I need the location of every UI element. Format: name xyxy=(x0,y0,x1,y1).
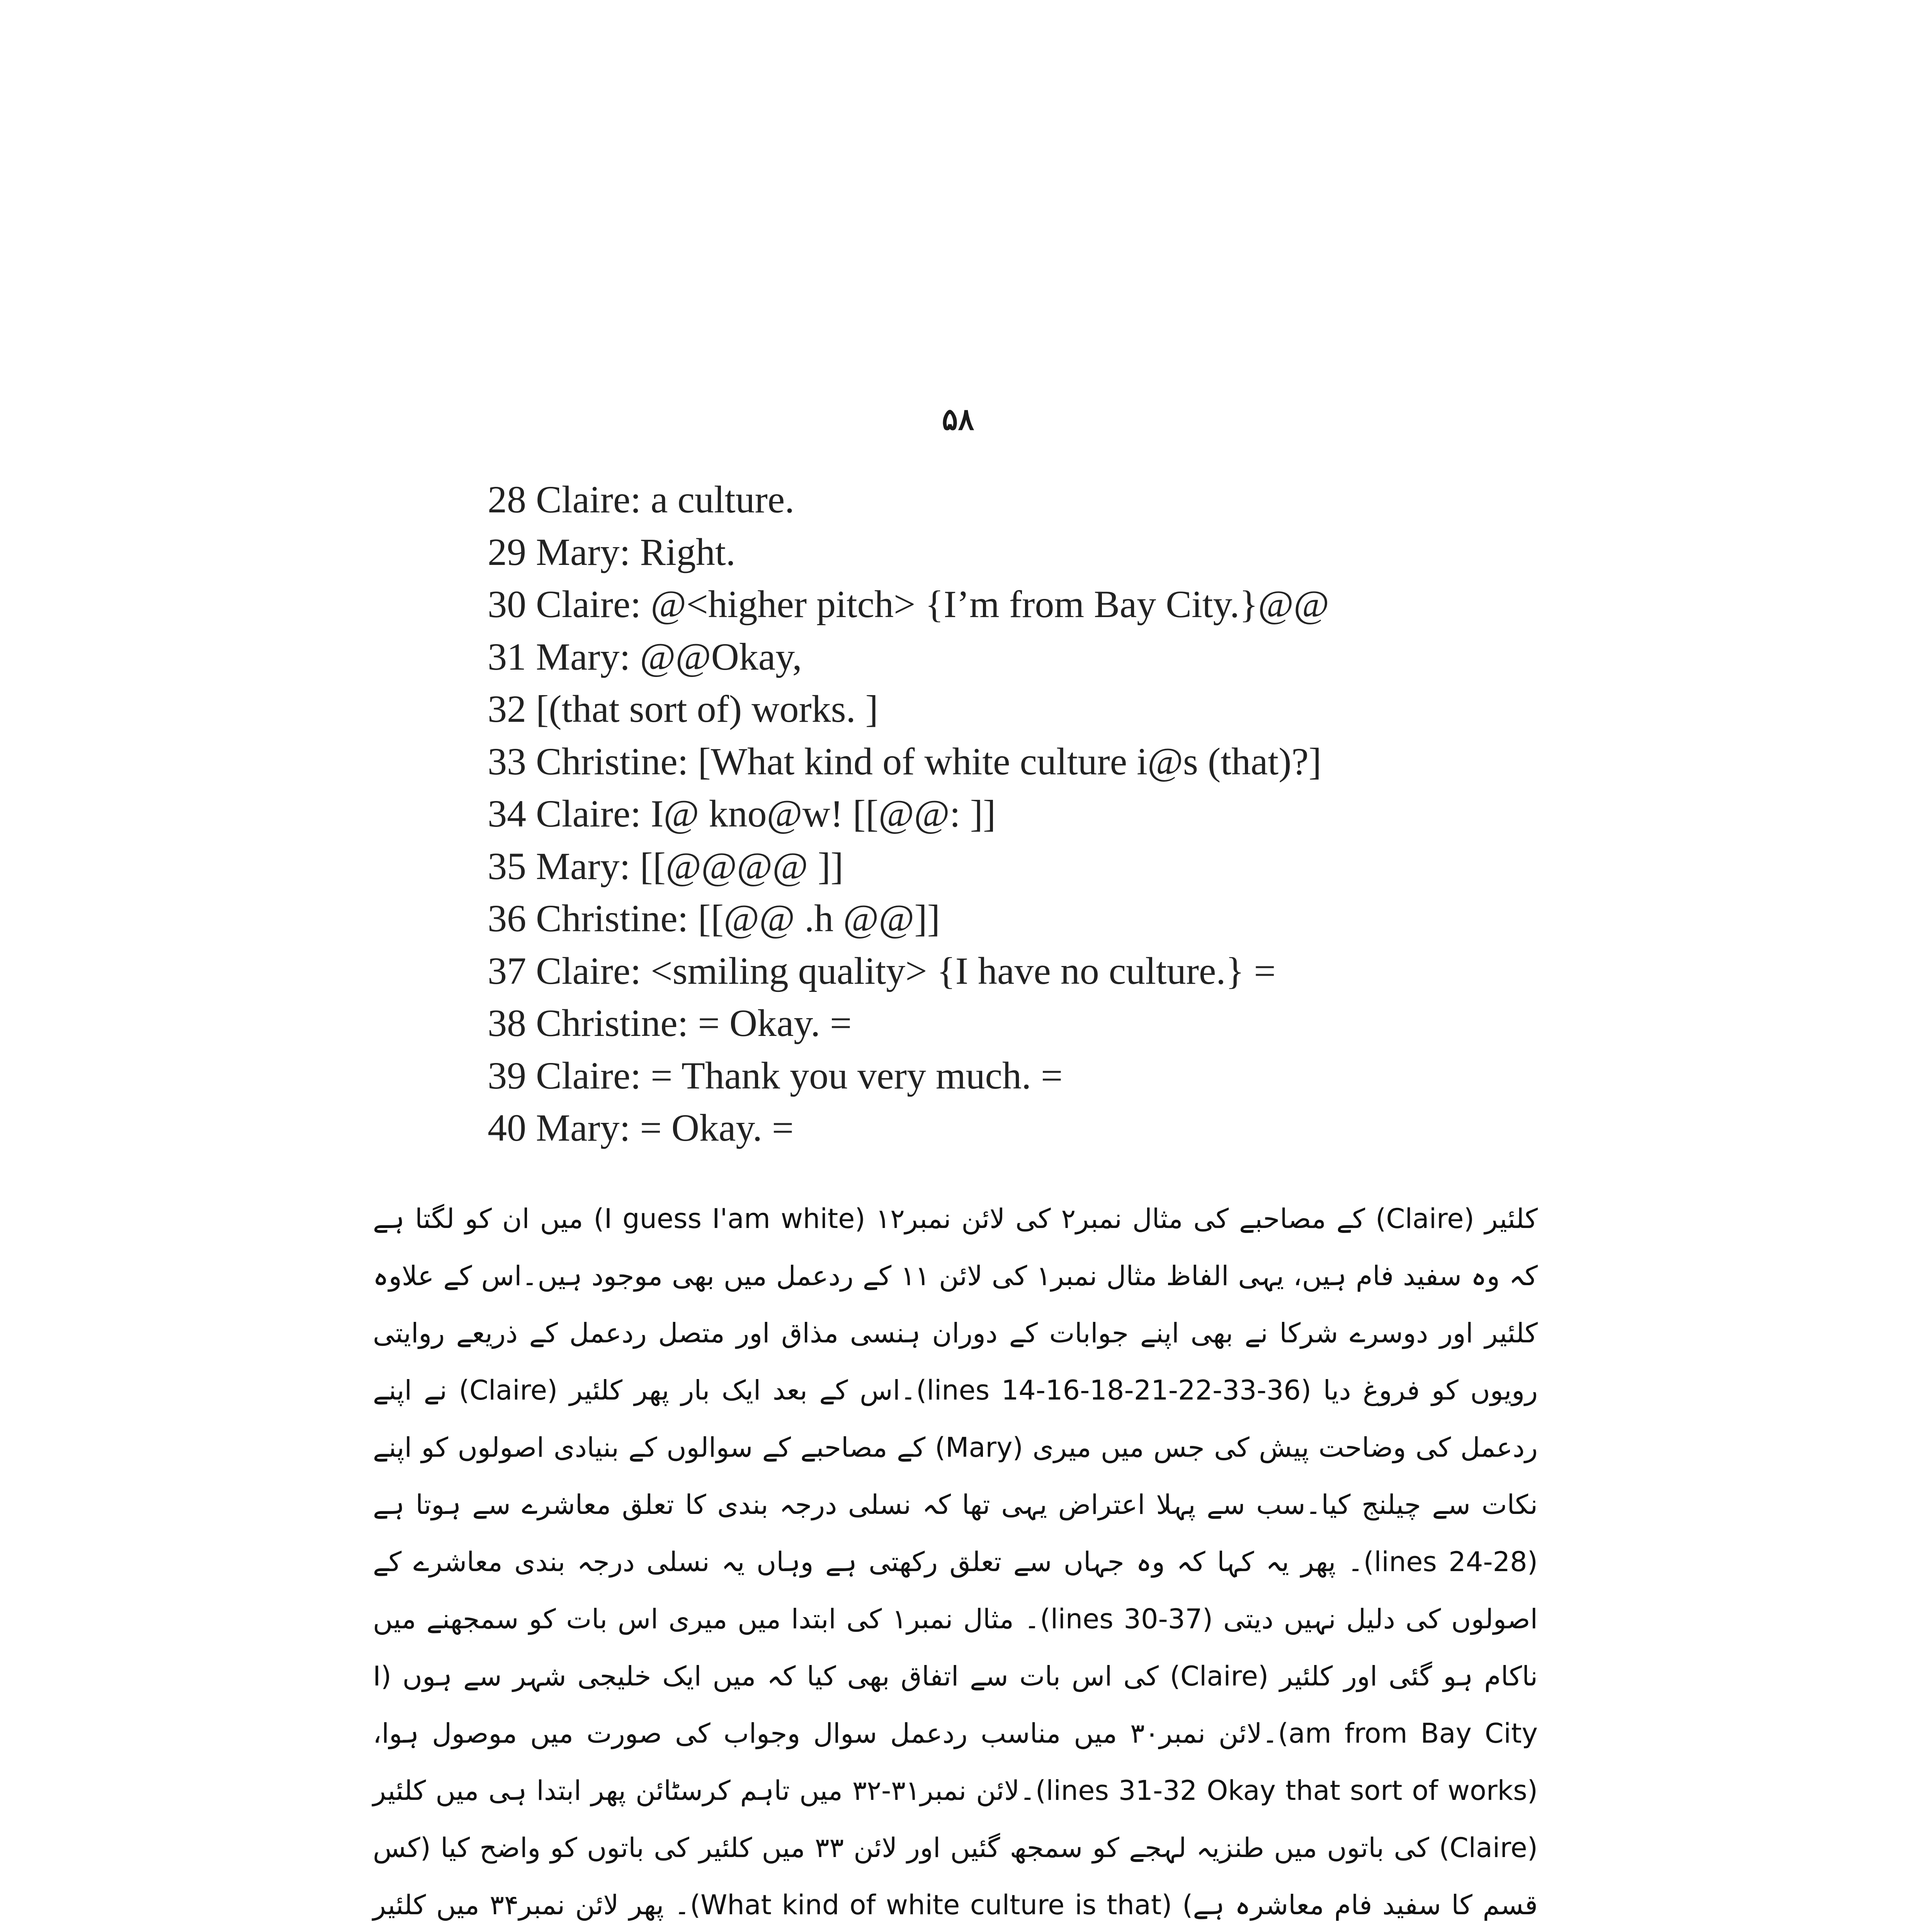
transcript-line: 40 Mary: = Okay. = xyxy=(488,1106,794,1149)
body-paragraph-analysis: کلئیر (Claire) کے مصاحبے کی مثال نمبر۲ کی لائن نمبر۱۲ (I guess I'am white) میں ان کو لگتا ہے کہ وہ سفید فام ہیں، یہی الفاظ مثال نمبر۱ کی لائن ۱۱ کے ردعمل میں بھی موجود ہیں۔اس کے علاوہ کلئیر اور دوسرے شرکا نے بھی اپنے جوابات کے دوران ہنسی مذاق اور متصل ردعمل کے ذریعے روایتی رویوں کو فروغ دیا (lines 14-16-18-21-22-33-36)۔اس کے بعد ایک بار پھر کلئیر (Claire) نے اپنے ردعمل کی وضاحت پیش کی جس میں میری (Mary) کے مصاحبے کے سوالوں کے بنیادی اصولوں کو اپنے نکات سے چیلنج کیا۔سب سے پہلا اعتراض یہی تھا کہ نسلی درجہ بندی کا تعلق معاشرے سے ہوتا ہے (lines 24-28)۔ پھر یہ کہا کہ وہ جہاں سے تعلق رکھتی ہے وہاں یہ نسلی درجہ بندی معاشرے کے اصولوں کی دلیل نہیں دیتی (lines 30-37)۔ مثال نمبر۱ کی ابتدا میں میری اس بات کو سمجھنے میں ناکام ہو گئی اور کلئیر (Claire) کی اس بات سے اتفاق بھی کیا کہ میں ایک خلیجی شہر سے ہوں (I am from Bay City)۔لائن نمبر۳۰ میں مناسب ردعمل سوال وجواب کی صورت میں موصول ہوا، (lines 31-32 Okay that sort of works)۔لائن نمبر۳۱-۳۲ میں تاہم کرسٹائن پھر ابتدا ہی میں کلئیر (Claire) کی باتوں میں طنزیہ لہجے کو سمجھ گئیں اور لائن ۳۳ میں کلئیر کی باتوں کو واضح کیا (کس قسم کا سفید فام معاشرہ ہے) (What kind of white culture is that)۔ پھر لائن نمبر۳۴ میں کلئیر xyxy=(373,1203,1538,1921)
transcript-line: 35 Mary: [[@@@@ ]] xyxy=(488,844,843,888)
transcript-line: 30 Claire: @<higher pitch> {I’m from Bay City.}@@ xyxy=(488,583,1329,626)
transcript-line: 38 Christine: = Okay. = xyxy=(488,1002,852,1044)
transcript-line: 28 Claire: a culture. xyxy=(488,478,795,521)
transcript-line: 39 Claire: = Thank you very much. = xyxy=(488,1054,1063,1097)
interview-transcript xyxy=(488,473,1329,1154)
transcript-line: 34 Claire: I@ kno@w! [[@@: ]] xyxy=(488,792,996,835)
transcript-line: 31 Mary: @@Okay, xyxy=(488,635,802,678)
transcript-line: 36 Christine: [[@@ .h @@]] xyxy=(488,897,940,940)
page-number: ۵۸ xyxy=(942,402,974,437)
transcript-line: 29 Mary: Right. xyxy=(488,530,736,573)
transcript-line: 33 Christine: [What kind of white culture i@s (that)?] xyxy=(488,740,1322,783)
transcript-line: 32 [(that sort of) works. ] xyxy=(488,687,878,730)
transcript-line: 37 Claire: <smiling quality> {I have no culture.} = xyxy=(488,949,1276,992)
